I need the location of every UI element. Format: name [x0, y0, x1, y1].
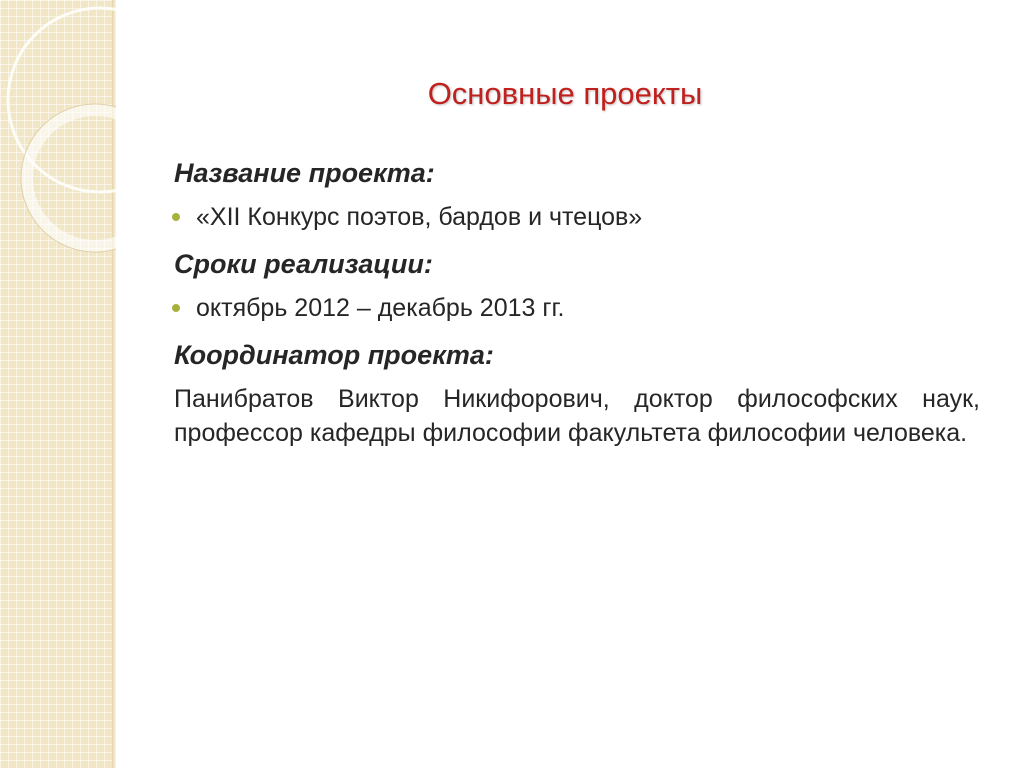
bullet-dot-icon [172, 304, 180, 312]
timeline-heading: Сроки реализации: [174, 249, 433, 279]
decorative-rings [0, 0, 116, 260]
coordinator-description: Панибратов Виктор Никифорович, доктор философских наук, профессор кафедры философии факультета философии человека. [174, 385, 980, 447]
slide-title: Основные проекты [427, 76, 703, 111]
timeline-bullet [172, 291, 978, 325]
decorative-ring-small-outline [21, 104, 116, 252]
project-name-heading: Название проекта: [174, 158, 435, 188]
decorative-ring-small [27, 110, 116, 246]
coordinator-heading: Координатор проекта: [174, 340, 494, 370]
timeline-text: октябрь 2012 – декабрь 2013 гг. [196, 294, 565, 322]
project-name-text: «XII Конкурс поэтов, бардов и чтецов» [196, 203, 643, 231]
slide-content [174, 155, 980, 450]
project-name-bullet [172, 200, 978, 234]
bullet-dot-icon [172, 213, 180, 221]
